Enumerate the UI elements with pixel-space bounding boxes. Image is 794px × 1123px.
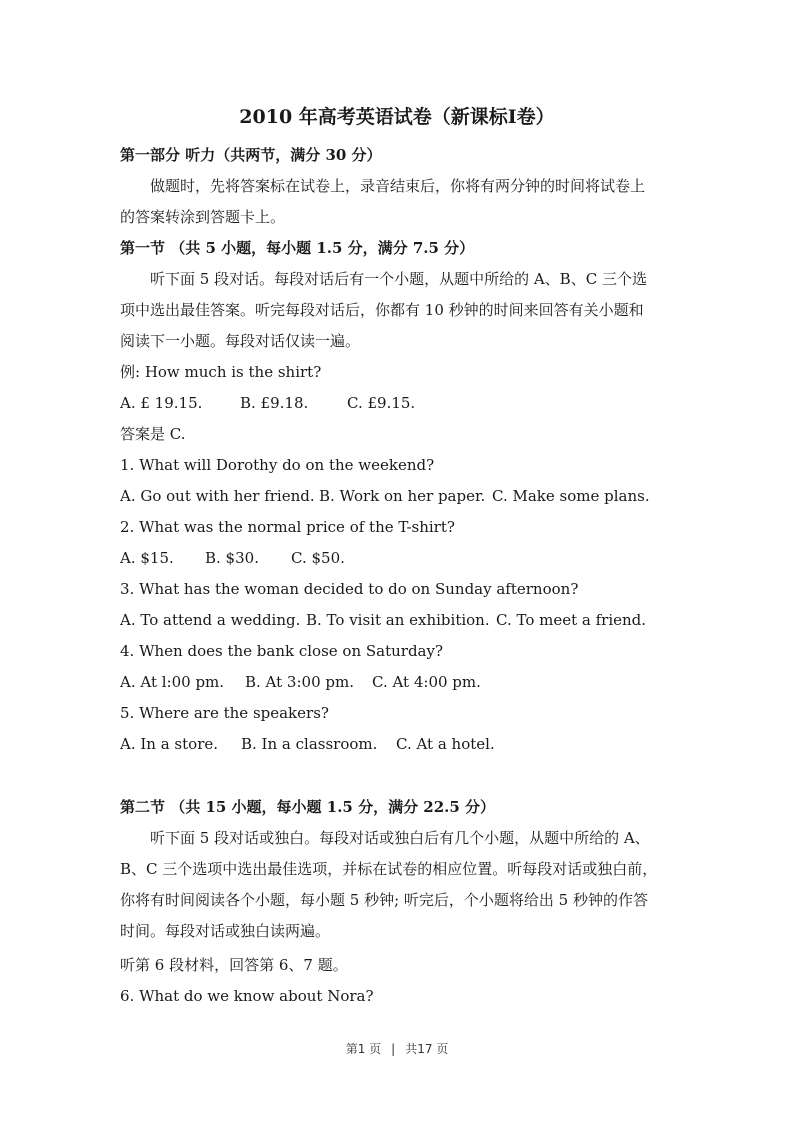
q2-option-c: C. $50. xyxy=(291,549,345,567)
page-total: 共17 页 xyxy=(405,1042,449,1056)
question-4-options xyxy=(120,672,680,692)
q3-option-a: A. To attend a wedding. xyxy=(120,611,301,629)
section2-instr-line3: 你将有时间阅读各个小题，每小题 5 秒钟; 听完后，个小题将给出 5 秒钟的作答 xyxy=(120,891,648,909)
question-2-options xyxy=(120,548,680,568)
example-question: 例: How much is the shirt? xyxy=(120,363,322,381)
q1-option-a: A. Go out with her friend. xyxy=(120,487,315,505)
example-answer: 答案是 C. xyxy=(120,425,186,443)
question-3-options xyxy=(120,610,680,630)
example-option-a: A. £ 19.15. xyxy=(120,394,203,412)
q2-option-b: B. $30. xyxy=(205,549,259,567)
question-5: 5. Where are the speakers? xyxy=(120,704,329,722)
part1-heading: 第一部分 听力（共两节，满分 30 分） xyxy=(120,146,382,164)
part1-intro-line2: 的答案转涂到答题卡上。 xyxy=(120,208,286,226)
q3-option-b: B. To visit an exhibition. xyxy=(306,611,490,629)
section1-instr-line1: 听下面 5 段对话。每段对话后有一个小题，从题中所给的 A、B、C 三个选 xyxy=(150,270,647,288)
question-5-options xyxy=(120,734,680,754)
example-options xyxy=(120,393,680,413)
section2-instr-line2: B、C 三个选项中选出最佳选项，并标在试卷的相应位置。听每段对话或独白前， xyxy=(120,860,658,878)
q5-option-b: B. In a classroom. xyxy=(241,735,378,753)
footer-separator: | xyxy=(391,1042,396,1056)
page-footer xyxy=(0,1040,794,1057)
q5-option-c: C. At a hotel. xyxy=(396,735,495,753)
q4-option-c: C. At 4:00 pm. xyxy=(372,673,481,691)
q2-option-a: A. $15. xyxy=(120,549,174,567)
q3-option-c: C. To meet a friend. xyxy=(496,611,647,629)
section1-instr-line2: 项中选出最佳答案。听完每段对话后，你都有 10 秒钟的时间来回答有关小题和 xyxy=(120,301,644,319)
question-1-options xyxy=(120,486,680,506)
section2-heading: 第二节 （共 15 小题，每小题 1.5 分，满分 22.5 分） xyxy=(120,798,496,816)
example-option-b: B. £9.18. xyxy=(240,394,309,412)
section2-instr-line1: 听下面 5 段对话或独白。每段对话或独白后有几个小题，从题中所给的 A、 xyxy=(150,829,650,847)
q1-option-b: B. Work on her paper. xyxy=(319,487,486,505)
q5-option-a: A. In a store. xyxy=(120,735,219,753)
section2-material: 听第 6 段材料，回答第 6、7 题。 xyxy=(120,956,348,974)
question-2: 2. What was the normal price of the T-shirt? xyxy=(120,518,455,536)
question-4: 4. When does the bank close on Saturday? xyxy=(120,642,444,660)
page-number: 第1 页 xyxy=(345,1042,382,1056)
question-1: 1. What will Dorothy do on the weekend? xyxy=(120,456,435,474)
question-6: 6. What do we know about Nora? xyxy=(120,987,374,1005)
part1-intro-line1: 做题时，先将答案标在试卷上，录音结束后，你将有两分钟的时间将试卷上 xyxy=(150,177,646,195)
page-title: 2010 年高考英语试卷（新课标I卷） xyxy=(239,106,555,128)
section2-instr-line4: 时间。每段对话或独白读两遍。 xyxy=(120,922,331,940)
q4-option-a: A. At l:00 pm. xyxy=(120,673,225,691)
example-option-c: C. £9.15. xyxy=(347,394,416,412)
question-3: 3. What has the woman decided to do on Sunday afternoon? xyxy=(120,580,579,598)
section1-instr-line3: 阅读下一小题。每段对话仅读一遍。 xyxy=(120,332,361,350)
q1-option-c: C. Make some plans. xyxy=(492,487,650,505)
q4-option-b: B. At 3:00 pm. xyxy=(245,673,354,691)
section1-heading: 第一节 （共 5 小题，每小题 1.5 分，满分 7.5 分） xyxy=(120,239,475,257)
